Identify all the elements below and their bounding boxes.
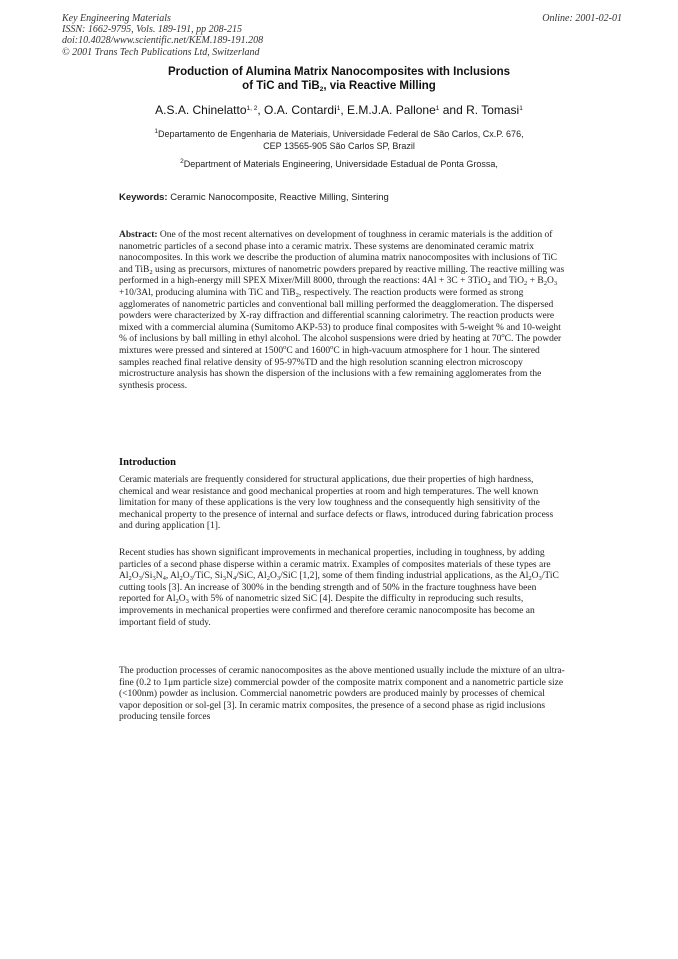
text: O <box>269 571 277 582</box>
text: with 5% of nanometric sized SiC [4]. Despite the difficulty in reproducing such results, improvements in mechanical properties were confirmed and therefore ceramic nanocomposite has become an important field of study. <box>119 594 535 628</box>
subscript: 3 <box>189 575 193 583</box>
subscript: 2 <box>543 280 547 288</box>
subscript: 2 <box>487 280 491 288</box>
text: N <box>225 571 233 582</box>
affiliation-text: Departamento de Engenharia de Materiais, Universidade Federal de São Carlos, Cx.P. 676, <box>158 129 524 139</box>
subscript: 4 <box>232 575 237 583</box>
author-name: O.A. Contardi <box>264 103 337 117</box>
issn-line: ISSN: 1662-9795, Vols. 189-191, pp 208-215 <box>62 24 242 36</box>
paper-title <box>0 65 678 93</box>
affiliation-1-line-1 <box>0 128 678 140</box>
subscript: 2 <box>128 575 132 583</box>
doi-line: doi:10.4028/www.scientific.net/KEM.189-191.208 <box>62 35 264 47</box>
author-affiliation-mark: 1 <box>435 105 440 112</box>
abstract-text: + B <box>527 276 544 287</box>
title-text: of TiC and TiB <box>242 80 320 92</box>
author-affiliation-mark: 1 <box>519 105 523 112</box>
author-separator: , <box>340 103 348 117</box>
intro-paragraph-1: Ceramic materials are frequently considered for structural applications, due their properties of high hardness, chemical and wear resistance and good mechanical properties at room and high temperatures. The well known limitation for many of these applications is the very low toughness and the consequently high sensitivity of the mechanical property to the presence of internal and surface defects or flaws, introduced during fabrication process and during application [1]. <box>119 475 554 532</box>
introduction-heading: Introduction <box>119 457 176 468</box>
subscript: 3 <box>222 575 226 583</box>
affiliation-mark: 1 <box>154 128 159 135</box>
author-separator: and <box>439 103 467 117</box>
text: /Si <box>141 571 153 582</box>
subscript: 2 <box>528 575 532 583</box>
subscript: 3 <box>138 575 142 583</box>
text: /SiC [1,2], some of them finding industrial applications, as the Al <box>280 571 529 582</box>
subscript: 2 <box>266 575 270 583</box>
abstract-paragraph <box>119 230 567 392</box>
keywords-text: Ceramic Nanocomposite, Reactive Milling, Sintering <box>167 192 389 203</box>
intro-paragraph-2 <box>119 548 567 629</box>
text: O <box>178 594 186 605</box>
abstract-text: , respectively. The reaction products were formed as strong agglomerates of nanometric particles and conventional ball milling performed the deagglomeration. The dispersed powders were characterized by X-ray diffraction and differential scanning calorimetry. The reaction products were mixed with a commercial alumina (Sumitomo AKP-53) to produce final composites with 5-weight % and 10-weight % of inclusions by ball milling in ethyl alcohol. The alcohol suspensions were dried by heating at 70 <box>119 287 561 345</box>
subscript: 2 <box>149 268 153 276</box>
text: N <box>155 571 163 582</box>
affiliation-1-line-2: CEP 13565-905 São Carlos SP, Brazil <box>263 141 415 151</box>
text: , Al <box>165 571 180 582</box>
abstract-text: and TiO <box>490 276 525 287</box>
journal-header <box>62 13 622 58</box>
subscript: 2 <box>179 575 183 583</box>
author-name: A.S.A. Chinelatto <box>155 103 247 117</box>
affiliation-text: Department of Materials Engineering, Universidade Estadual de Ponta Grossa, <box>183 159 498 169</box>
title-line-1: Production of Alumina Matrix Nanocomposites with Inclusions <box>167 66 511 78</box>
abstract-label: Abstract: <box>119 230 158 240</box>
subscript: 3 <box>553 280 558 288</box>
abstract-text: C and 1600 <box>286 345 331 356</box>
abstract-text: C. The powder mixtures were pressed and sintered at 1500 <box>119 334 562 356</box>
author-name: E.M.J.A. Pallone <box>347 103 436 117</box>
text: O <box>531 571 539 582</box>
title-subscript: 2 <box>319 86 324 93</box>
subscript: 3 <box>152 575 156 583</box>
subscript: 3 <box>538 575 542 583</box>
online-date: Online: 2001-02-01 <box>542 13 622 24</box>
superscript: o <box>330 343 334 351</box>
author-separator: , <box>257 103 265 117</box>
affiliation-1 <box>0 128 678 152</box>
text: O <box>131 571 139 582</box>
keywords-line <box>119 192 389 203</box>
title-line-2 <box>0 79 678 93</box>
superscript: o <box>501 332 505 340</box>
subscript: 2 <box>524 280 528 288</box>
abstract-text: +10/3Al, producing alumina with TiC and TiB <box>119 287 296 298</box>
text: /TiC cutting tools [3]. An increase of 300% in the bending strength and of 50% in the fracture toughness have been reported for Al <box>119 571 559 605</box>
author-name: R. Tomasi <box>466 103 520 117</box>
abstract-text: One of the most recent alternatives on development of toughness in ceramic materials is the addition of nanometric particles of a second phase into a ceramic matrix. These systems are denominated ceramic matrix nanocomposites. In this work we describe the production of alumina matrix nanocomposites with inclusions of TiC and TiB <box>119 230 557 275</box>
author-affiliation-mark: 1 <box>336 105 341 112</box>
title-text: , via Reactive Milling <box>323 80 436 92</box>
superscript: o <box>283 343 287 351</box>
abstract-text: using as precursors, mixtures of nanometric powders prepared by reactive milling. The reactive milling was performed in a high-energy mill SPEX Mixer/Mill 8000, through the reactions: 4Al + 3C + 3TiO <box>119 264 565 287</box>
affiliation-2 <box>0 158 678 170</box>
intro-paragraph-3: The production processes of ceramic nanocomposites as the above mentioned usually include the mixture of an ultra-fine (0.2 to 1μm particle size) commercial powder of the composite matrix component and a nanometric particle size (<100nm) powder as inclusion. Commercial nanometric powders are produced mainly by processes of chemical vapor deposition or sol-gel [3]. In ceramic matrix composites, the presence of a second phase as rigid inclusions producing tensile forces <box>119 666 565 723</box>
keywords-label: Keywords: <box>119 192 168 203</box>
subscript: 3 <box>185 598 189 606</box>
affiliation-mark: 2 <box>180 158 184 165</box>
text: /SiC, Al <box>236 571 267 582</box>
text: /TiC, Si <box>192 571 223 582</box>
journal-name: Key Engineering Materials <box>62 13 171 24</box>
subscript: 4 <box>162 575 166 583</box>
text: O <box>182 571 190 582</box>
subscript: 2 <box>295 291 299 299</box>
copyright-line: © 2001 Trans Tech Publications Ltd, Switzerland <box>62 46 260 58</box>
author-affiliation-mark: 1, 2 <box>246 105 258 112</box>
abstract-text: O <box>546 276 554 287</box>
subscript: 3 <box>276 575 281 583</box>
text: Recent studies has shown significant improvements in mechanical properties, including in toughness, by adding particles of a second phase disperse within a ceramic matrix. Examples of composites materials of these types are Al <box>119 548 551 582</box>
abstract-text: C in high-vacuum atmosphere for 1 hour. The sintered samples reached final relative density of 95-97%TD and the high resolution scanning electron microscopy microstructure analysis has shown the dispersion of the inclusions with a few remaining agglomerates from the synthesis process. <box>119 345 542 391</box>
author-list <box>0 103 678 117</box>
subscript: 2 <box>175 598 179 606</box>
